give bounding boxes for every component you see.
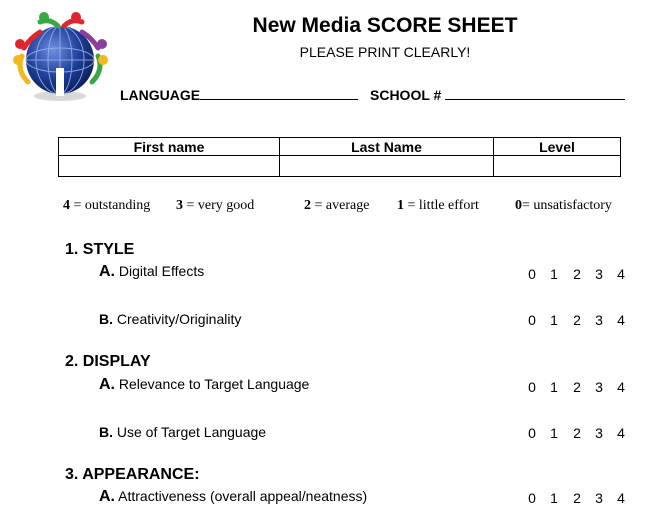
level-header: Level [494,138,621,156]
score-option-3[interactable]: 3 [595,425,603,441]
score-option-4[interactable]: 4 [617,379,625,395]
score-option-2[interactable]: 2 [573,379,581,395]
score-option-1[interactable]: 1 [550,490,558,506]
section-heading-style: 1. STYLE [65,241,135,258]
page-title: New Media SCORE SHEET [252,14,518,37]
score-option-4[interactable]: 4 [617,425,625,441]
scale-item: 2 = average [304,198,370,213]
score-option-3[interactable]: 3 [595,379,603,395]
score-option-3[interactable]: 3 [595,490,603,506]
score-option-0[interactable]: 0 [528,266,536,282]
score-option-3[interactable]: 3 [595,266,603,282]
language-field [120,86,358,103]
score-option-1[interactable]: 1 [550,425,558,441]
scale-item: 0= unsatisfactory [515,198,612,213]
criterion-creativity: B. Creativity/Originality [99,311,242,327]
language-label: LANGUAGE [120,87,201,103]
score-option-2[interactable]: 2 [573,312,581,328]
score-option-4[interactable]: 4 [617,312,625,328]
score-option-1[interactable]: 1 [550,266,558,282]
last-name-cell[interactable] [280,156,494,177]
school-label: SCHOOL # [370,87,442,103]
criterion-relevance: A. Relevance to Target Language [99,376,310,393]
student-info-table [58,137,621,177]
scale-item: 4 = outstanding [63,198,151,213]
section-heading-appearance: 3. APPEARANCE: [65,466,200,483]
score-option-0[interactable]: 0 [528,379,536,395]
score-option-2[interactable]: 2 [573,490,581,506]
school-blank-line[interactable] [445,86,625,100]
page-subtitle: PLEASE PRINT CLEARLY! [299,44,471,60]
school-field [370,86,625,103]
score-option-4[interactable]: 4 [617,490,625,506]
scale-item: 1 = little effort [397,198,479,213]
first-name-cell[interactable] [59,156,280,177]
score-option-0[interactable]: 0 [528,425,536,441]
score-option-0[interactable]: 0 [528,490,536,506]
criterion-use-of-language: B. Use of Target Language [99,424,267,440]
scale-item: 3 = very good [176,198,255,213]
last-name-header: Last Name [280,138,494,156]
criterion-attractiveness: A. Attractiveness (overall appeal/neatness) [99,488,368,505]
score-option-4[interactable]: 4 [617,266,625,282]
score-option-3[interactable]: 3 [595,312,603,328]
globe-people-logo-icon [10,8,110,104]
score-option-2[interactable]: 2 [573,266,581,282]
table-header-row [59,138,621,156]
score-option-0[interactable]: 0 [528,312,536,328]
score-option-1[interactable]: 1 [550,379,558,395]
language-blank-line[interactable] [200,86,358,100]
score-option-2[interactable]: 2 [573,425,581,441]
table-row [59,156,621,177]
criterion-digital-effects: A. Digital Effects [99,263,205,280]
section-heading-display: 2. DISPLAY [65,353,151,370]
first-name-header: First name [59,138,280,156]
level-cell[interactable] [494,156,621,177]
score-option-1[interactable]: 1 [550,312,558,328]
